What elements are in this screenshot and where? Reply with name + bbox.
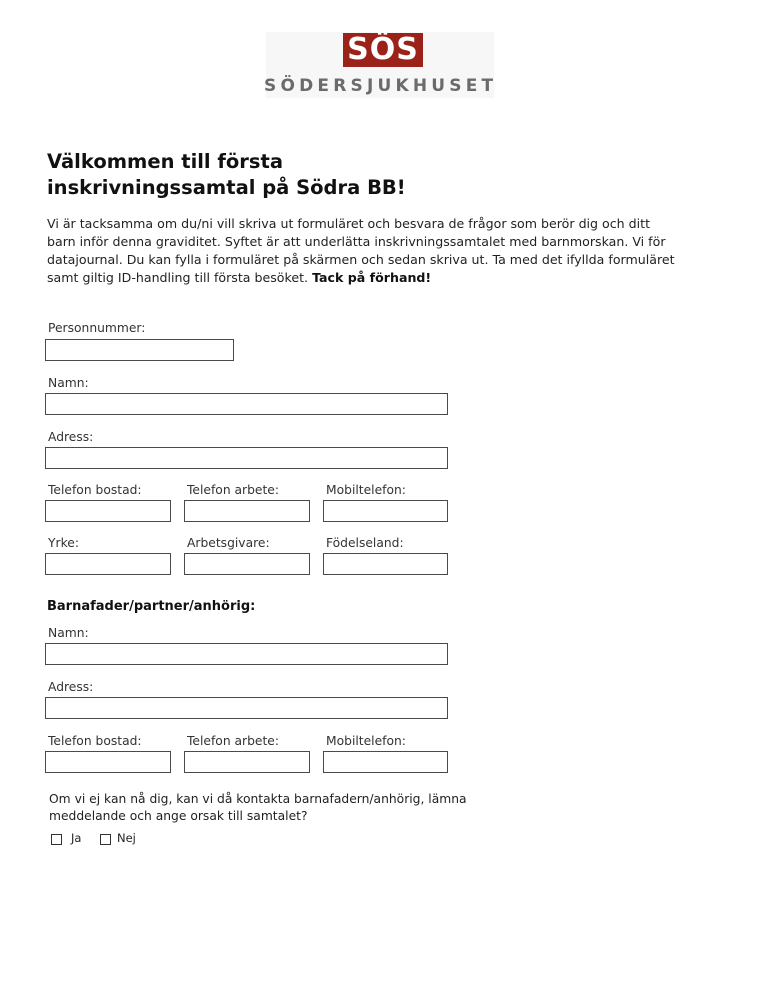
partner-namn-label: Namn: <box>48 626 89 640</box>
namn-label: Namn: <box>48 376 89 390</box>
partner-adress-label: Adress: <box>48 680 94 694</box>
adress-label: Adress: <box>48 430 94 444</box>
arbetsgivare-field[interactable] <box>184 553 310 575</box>
telefon-bostad-field[interactable] <box>45 500 171 522</box>
page-title <box>47 149 406 201</box>
yrke-field[interactable] <box>45 553 171 575</box>
partner-namn-field[interactable] <box>45 643 448 665</box>
nej-label: Nej <box>117 831 136 845</box>
fodelseland-label: Födelseland: <box>326 536 404 550</box>
partner-telefon-bostad-field[interactable] <box>45 751 171 773</box>
telefon-arbete-label: Telefon arbete: <box>187 483 280 497</box>
mobiltelefon-label: Mobiltelefon: <box>326 483 406 497</box>
partner-section-heading: Barnafader/partner/anhörig: <box>47 599 256 614</box>
intro-paragraph <box>47 215 677 287</box>
hospital-name: SÖDERSJUKHUSET <box>264 76 498 96</box>
personnummer-label: Personnummer: <box>48 321 146 335</box>
namn-field[interactable] <box>45 393 448 415</box>
fodelseland-field[interactable] <box>323 553 448 575</box>
partner-adress-field[interactable] <box>45 697 448 719</box>
yrke-label: Yrke: <box>48 536 79 550</box>
partner-mobiltelefon-field[interactable] <box>323 751 448 773</box>
partner-telefon-bostad-label: Telefon bostad: <box>48 734 142 748</box>
mobiltelefon-field[interactable] <box>323 500 448 522</box>
ja-checkbox[interactable] <box>51 834 62 845</box>
personnummer-field[interactable] <box>45 339 234 361</box>
partner-telefon-arbete-field[interactable] <box>184 751 310 773</box>
ja-label: Ja <box>71 831 82 845</box>
sos-logo: SÖS <box>343 33 423 67</box>
intro-text: Vi är tacksamma om du/ni vill skriva ut formuläret och besvara de frågor som berör dig och ditt barn inför denna graviditet. Syftet är att underlätta inskrivningssamtalet med barnmorskan. Vi för datajournal. Du kan fylla i formuläret på skärmen och sedan skriva ut. Ta med det ifyllda formuläret samt giltig ID-handling till första besöket. <box>47 216 675 285</box>
intro-thanks: Tack på förhand! <box>312 270 432 285</box>
adress-field[interactable] <box>45 447 448 469</box>
arbetsgivare-label: Arbetsgivare: <box>187 536 270 550</box>
title-line-2: inskrivningssamtal på Södra BB! <box>47 176 406 199</box>
title-line-1: Välkommen till första <box>47 150 283 173</box>
telefon-arbete-field[interactable] <box>184 500 310 522</box>
partner-mobiltelefon-label: Mobiltelefon: <box>326 734 406 748</box>
partner-telefon-arbete-label: Telefon arbete: <box>187 734 280 748</box>
contact-question: Om vi ej kan nå dig, kan vi då kontakta barnafadern/anhörig, lämna meddelande och ange orsak till samtalet? <box>49 792 467 823</box>
telefon-bostad-label: Telefon bostad: <box>48 483 142 497</box>
nej-checkbox[interactable] <box>100 834 111 845</box>
